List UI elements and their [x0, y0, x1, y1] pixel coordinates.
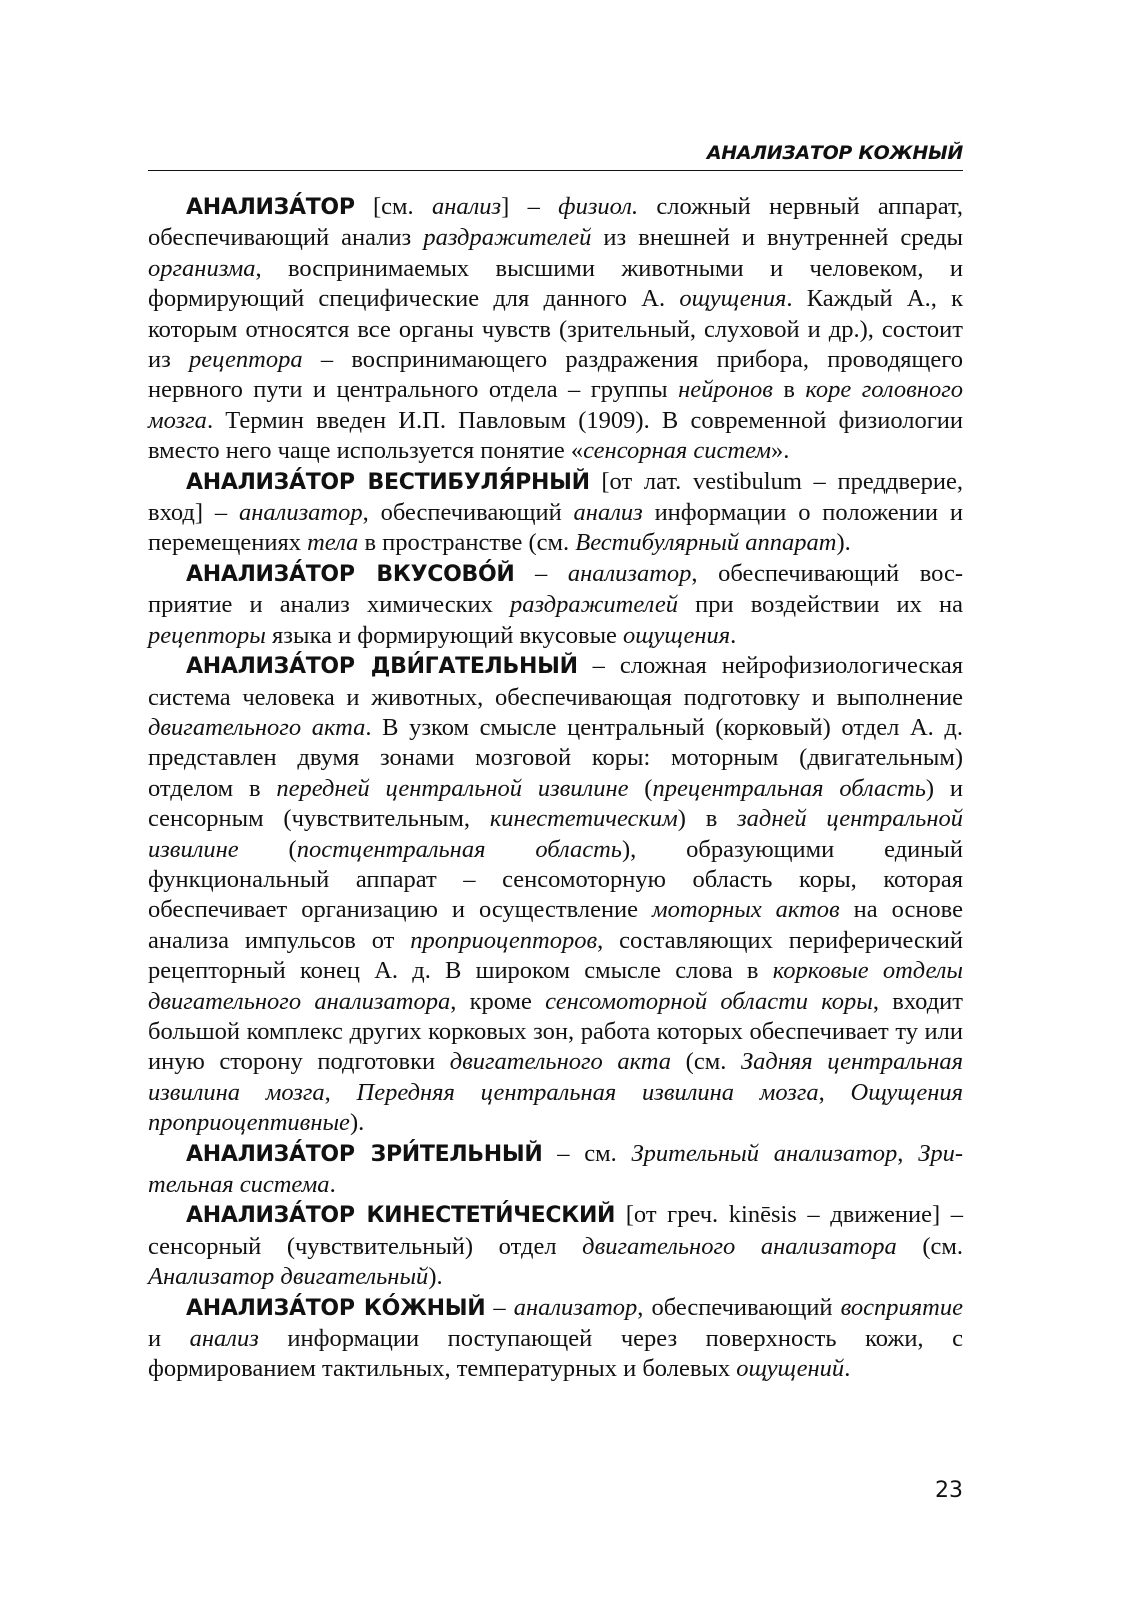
entry-headword: АНАЛИЗА́ТОР ВЕСТИБУЛЯ́РНЫЙ: [186, 469, 590, 495]
entry-cross-reference: ощущения: [623, 621, 731, 649]
entry-text: .: [730, 621, 737, 649]
dictionary-entry: [148, 559, 963, 651]
entry-text: из внешней и внутренней среды: [591, 224, 963, 252]
entry-headword: АНАЛИЗА́ТОР КИНЕСТЕТИ́ЧЕСКИЙ: [186, 1203, 616, 1229]
entry-cross-reference: Зрительный анализатор: [631, 1139, 898, 1167]
entry-cross-reference: физиол.: [558, 193, 639, 220]
entry-text: – см.: [542, 1139, 632, 1167]
running-head: АНАЛИЗАТОР КОЖНЫЙ: [148, 140, 963, 171]
entry-text: , кроме: [450, 987, 546, 1015]
entry-headword: АНАЛИЗА́ТОР ДВИ́ГАТЕЛЬНЫЙ: [186, 654, 578, 680]
entry-cross-reference: двигательного анализатора: [582, 1232, 897, 1260]
entry-cross-reference: анализатор: [567, 559, 692, 587]
entry-headword: АНАЛИЗА́ТОР ЗРИ́ТЕЛЬНЫЙ: [186, 1141, 543, 1167]
entry-text: ), образующими единый функциональный аппарат – сенсомоторную область коры, которая обеспечивает организацию и осуществление: [148, 835, 963, 924]
entry-text: ) и сенсорным (чувствительным,: [148, 774, 963, 833]
dictionary-entry: [148, 467, 963, 559]
entry-cross-reference: Передняя центральная извилина мозга: [356, 1078, 819, 1106]
entry-text: при воздействии их на: [678, 591, 964, 619]
entry-cross-reference: нейронов: [678, 376, 773, 404]
entry-cross-reference: двигательного акта: [449, 1048, 672, 1076]
dictionary-entry: [148, 1293, 963, 1385]
entry-text: ,: [818, 1078, 851, 1106]
entry-text: информации поступающей через поверхность кожи, с формированием тактильных, температурных и болевых: [148, 1325, 963, 1383]
entry-headword: АНАЛИЗА́ТОР ВКУСОВО́Й: [186, 561, 515, 587]
entry-cross-reference: восприятие: [840, 1293, 963, 1321]
dictionary-entry: [148, 1139, 963, 1201]
entry-cross-reference: Вестибулярный аппарат: [575, 529, 837, 557]
entry-text: (см.: [896, 1232, 963, 1260]
entry-text: , обеспечивающий: [362, 499, 574, 527]
entry-cross-reference: анализ: [189, 1325, 259, 1353]
entry-text: языка и формирующий вкусовые: [265, 621, 624, 649]
entry-cross-reference: задней центральной извилине: [148, 805, 963, 863]
entry-text: в: [772, 376, 806, 404]
entry-text: , входит большой комплекс других корковых зон, работа которых обеспечивает ту или иную сторону подготовки: [148, 987, 964, 1076]
entry-cross-reference: организма: [148, 254, 256, 282]
entry-text: ,: [324, 1078, 357, 1106]
entry-cross-reference: анализатор: [239, 499, 363, 527]
dictionary-entry: [148, 1200, 963, 1292]
entry-cross-reference: постцентральная область: [296, 835, 622, 863]
entry-text: .: [844, 1355, 851, 1383]
entry-cross-reference: Ощущения проприоцептивные: [148, 1078, 964, 1137]
entry-text: ).: [349, 1109, 365, 1137]
entry-text: – воспринимающего раздражения прибора, проводящего нервного пути и центрального отдела – группы: [148, 346, 963, 404]
entry-cross-reference: сенсомоторной области коры: [545, 987, 873, 1015]
entry-text: ».: [770, 437, 790, 465]
entry-text: (: [628, 774, 653, 802]
entry-text: в пространстве (см.: [358, 529, 576, 557]
entry-text: , воспринимаемых высшими животными и человеком, и формирующий специфические для данного А.: [148, 254, 963, 313]
entry-text: и: [148, 1325, 190, 1353]
entry-cross-reference: корковые отделы двигательного анализатора: [148, 957, 963, 1015]
entry-headword: АНАЛИЗА́ТОР: [186, 195, 355, 220]
entry-text: ).: [836, 529, 851, 557]
entry-text: на основе анализа импульсов от: [148, 896, 963, 954]
entry-text: , составляющих периферический рецепторный конец А. д. В широком смысле слова в: [148, 926, 964, 985]
dictionary-entry: [148, 192, 963, 467]
entry-text: [см.: [354, 193, 432, 220]
entry-cross-reference: моторных актов: [652, 896, 840, 924]
entry-headword: АНАЛИЗА́ТОР КО́ЖНЫЙ: [186, 1295, 486, 1321]
entry-text: ,: [897, 1139, 919, 1167]
entry-cross-reference: раздражителей: [423, 224, 592, 252]
entry-cross-reference: сенсорная систем: [583, 437, 771, 465]
entry-cross-reference: ощущений: [736, 1355, 845, 1383]
entry-cross-reference: проприоцепторов: [410, 926, 598, 954]
entry-text: , обеспечивающий: [637, 1293, 841, 1321]
entry-cross-reference: Анализатор двигательный: [148, 1263, 429, 1291]
entry-text: , обеспечивающий восприятие и анализ химических: [148, 559, 963, 619]
dictionary-entry: [148, 651, 963, 1139]
entry-text: . Каждый А., к которым относятся все органы чувств (зрительный, слуховой и др.), состоит из: [148, 285, 963, 374]
entry-text: (см.: [671, 1048, 741, 1076]
entry-cross-reference: коре головного мозга: [148, 376, 963, 434]
entry-cross-reference: кинестетическим: [489, 805, 678, 833]
dictionary-text: [148, 192, 963, 1385]
entry-cross-reference: анализатор: [513, 1293, 638, 1321]
entry-cross-reference: ощущения: [679, 285, 787, 313]
entry-text: –: [485, 1293, 514, 1321]
entry-text: сложный нервный аппарат, обеспечивающий анализ: [148, 193, 964, 252]
entry-cross-reference: рецепторы: [148, 621, 266, 649]
entry-cross-reference: анализ: [573, 499, 643, 527]
entry-text: [от греч. kinēsis – движение] – сенсорный (чувствительный) отдел: [148, 1201, 963, 1260]
entry-text: – сложная нейрофизиологическая система человека и животных, обеспечивающая подготовку и выполнение: [148, 652, 963, 711]
entry-cross-reference: Задняя центральная извилина мозга: [148, 1048, 963, 1106]
entry-cross-reference: тела: [307, 529, 359, 557]
entry-text: –: [514, 559, 568, 587]
entry-cross-reference: раздражителей: [510, 591, 679, 619]
entry-cross-reference: анализ: [431, 193, 502, 220]
entry-cross-reference: прецентральная область: [652, 774, 926, 802]
entry-text: ).: [428, 1263, 443, 1291]
entry-text: [от лат. vestibulum – преддверие, вход] –: [148, 467, 963, 527]
entry-text: . В узком смысле центральный (корковый) отдел А. д. представлен двумя зонами мозговой коры: моторным (двигательным) отделом в: [148, 713, 964, 802]
entry-text: информации о положении и перемещениях: [148, 499, 963, 557]
entry-text: .: [329, 1171, 336, 1198]
entry-text: . Термин введен И.П. Павловым (1909). В современной физиологии вместо него чаще используется понятие «: [148, 406, 963, 465]
page-number: 23: [935, 1478, 963, 1503]
entry-text: (: [238, 835, 297, 863]
entry-text: ) в: [677, 805, 738, 833]
entry-text: ] –: [501, 193, 559, 220]
entry-cross-reference: двигательного акта: [148, 713, 366, 741]
entry-cross-reference: Зрительная система: [148, 1139, 963, 1198]
entry-cross-reference: передней центральной извилине: [276, 774, 629, 802]
entry-cross-reference: рецептора: [189, 346, 303, 374]
